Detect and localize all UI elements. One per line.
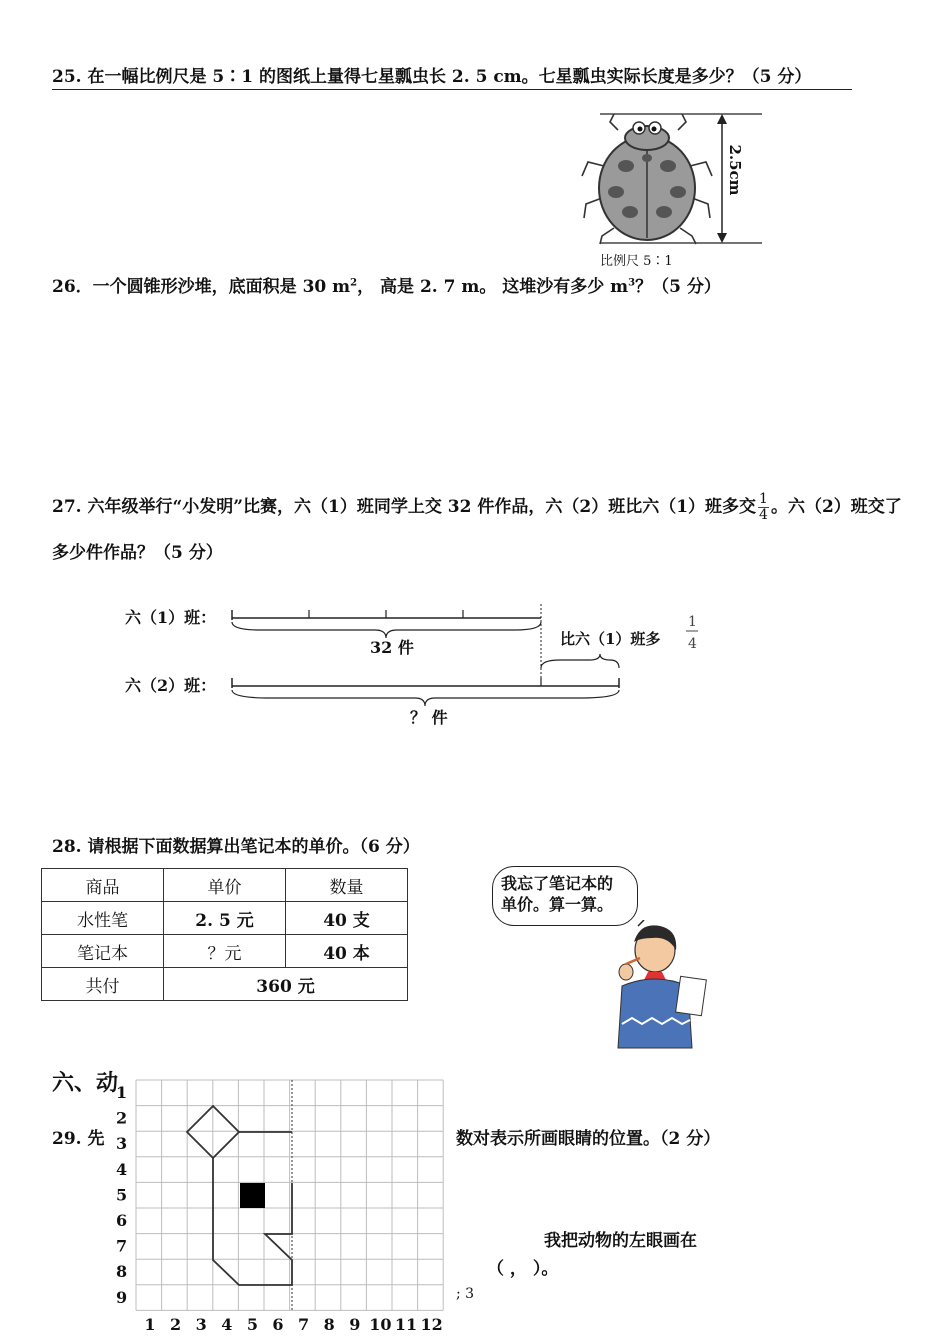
grid-col-label: 5 <box>246 1315 258 1334</box>
brace1-label: 32 件 <box>370 638 414 657</box>
extra-label: 比六（1）班多 <box>560 630 661 648</box>
header-cell: 商品 <box>42 869 164 902</box>
diagram-frac-den: 4 <box>688 636 697 652</box>
table-cell: 40 本 <box>286 935 408 968</box>
fraction-one-quarter: $\frac{1}{4}$ <box>759 491 768 523</box>
question-25: 25. 在一幅比例尺是 5∶1 的图纸上量得七星瓢虫长 2. 5 cm。七星瓢虫实际长度是多少？（5 分） <box>52 62 852 90</box>
student-illustration <box>560 920 710 1055</box>
question-26: 26．一个圆锥形沙堆，底面积是 30 $m^2$， 高是 2. 7 m。 这堆沙有多少 $m^3$？（5 分） <box>52 277 721 297</box>
black-square <box>240 1183 265 1208</box>
grid-col-label: 7 <box>298 1315 310 1334</box>
table-cell: 40 支 <box>286 902 408 935</box>
table-cell: ？元 <box>164 935 286 968</box>
grid-col-label: 12 <box>420 1315 443 1334</box>
grid-col-label: 11 <box>394 1315 418 1334</box>
header-cell: 数量 <box>286 869 408 902</box>
grid-row-label: 6 <box>116 1211 128 1230</box>
page-fragment: ; 3 <box>456 1286 475 1302</box>
grid-row-label: 5 <box>116 1185 128 1205</box>
grid-col-label: 2 <box>170 1315 182 1334</box>
grid-row-label: 7 <box>116 1236 128 1256</box>
table-row <box>42 902 408 935</box>
table-cell: 水性笔 <box>42 902 164 935</box>
ladybug-figure <box>570 108 770 273</box>
total-label: 共付 <box>42 968 164 1001</box>
table-row <box>42 935 408 968</box>
row1-label: 六（1）班： <box>125 608 217 627</box>
total-value: 360 元 <box>164 968 408 1001</box>
question-27-line1: 27. 六年级举行“小发明”比赛，六（1）班同学上交 32 件作品，六（2）班比六（1）班多交 $\frac{1}{4}$ 。六（2）班交了 <box>52 491 902 523</box>
grid-row-label: 4 <box>116 1159 128 1179</box>
grid-col-label: 8 <box>323 1315 335 1334</box>
grid-col-label: 6 <box>272 1315 284 1334</box>
scale-label: 比例尺 5∶1 <box>600 254 673 269</box>
question-27-line2: 多少件作品？（5 分） <box>52 543 223 563</box>
table-row <box>42 968 408 1001</box>
speech-bubble: 我忘了笔记本的 单价。算一算。 <box>492 866 638 926</box>
row2-label: 六（2）班： <box>125 676 217 695</box>
grid-row-label: 2 <box>116 1108 128 1128</box>
grid-row-label: 3 <box>116 1134 128 1154</box>
grid-col-label: 3 <box>195 1315 207 1334</box>
segment-diagram <box>120 598 720 738</box>
grid-row-label: 9 <box>116 1287 128 1307</box>
grid-col-label: 4 <box>221 1315 233 1334</box>
question-29-left: 29. 先 <box>52 1129 105 1149</box>
grid-col-label: 10 <box>369 1315 392 1334</box>
grid-row-label: 1 <box>116 1083 128 1102</box>
table-header-row <box>42 869 408 902</box>
question-29-right: 数对表示所画眼睛的位置。（2 分） <box>456 1129 721 1149</box>
price-table <box>41 868 408 1001</box>
brace2-label: ？ 件 <box>410 708 448 727</box>
diagram-frac-num: 1 <box>688 614 697 630</box>
grid-row-label: 8 <box>116 1262 128 1282</box>
table-cell: 2. 5 元 <box>164 902 286 935</box>
answer-blank[interactable]: （ ， ）。 <box>487 1259 559 1279</box>
coordinate-grid <box>108 1072 458 1334</box>
section-6-title: 六、动 <box>52 1070 119 1096</box>
header-cell: 单价 <box>164 869 286 902</box>
table-cell: 笔记本 <box>42 935 164 968</box>
question-28: 28. 请根据下面数据算出笔记本的单价。（6 分） <box>52 837 420 857</box>
bug-length-label: 2.5cm <box>726 144 744 196</box>
grid-col-label: 1 <box>144 1315 156 1334</box>
answer-prompt: 我把动物的左眼画在 <box>544 1231 697 1251</box>
grid-col-label: 9 <box>349 1315 361 1334</box>
